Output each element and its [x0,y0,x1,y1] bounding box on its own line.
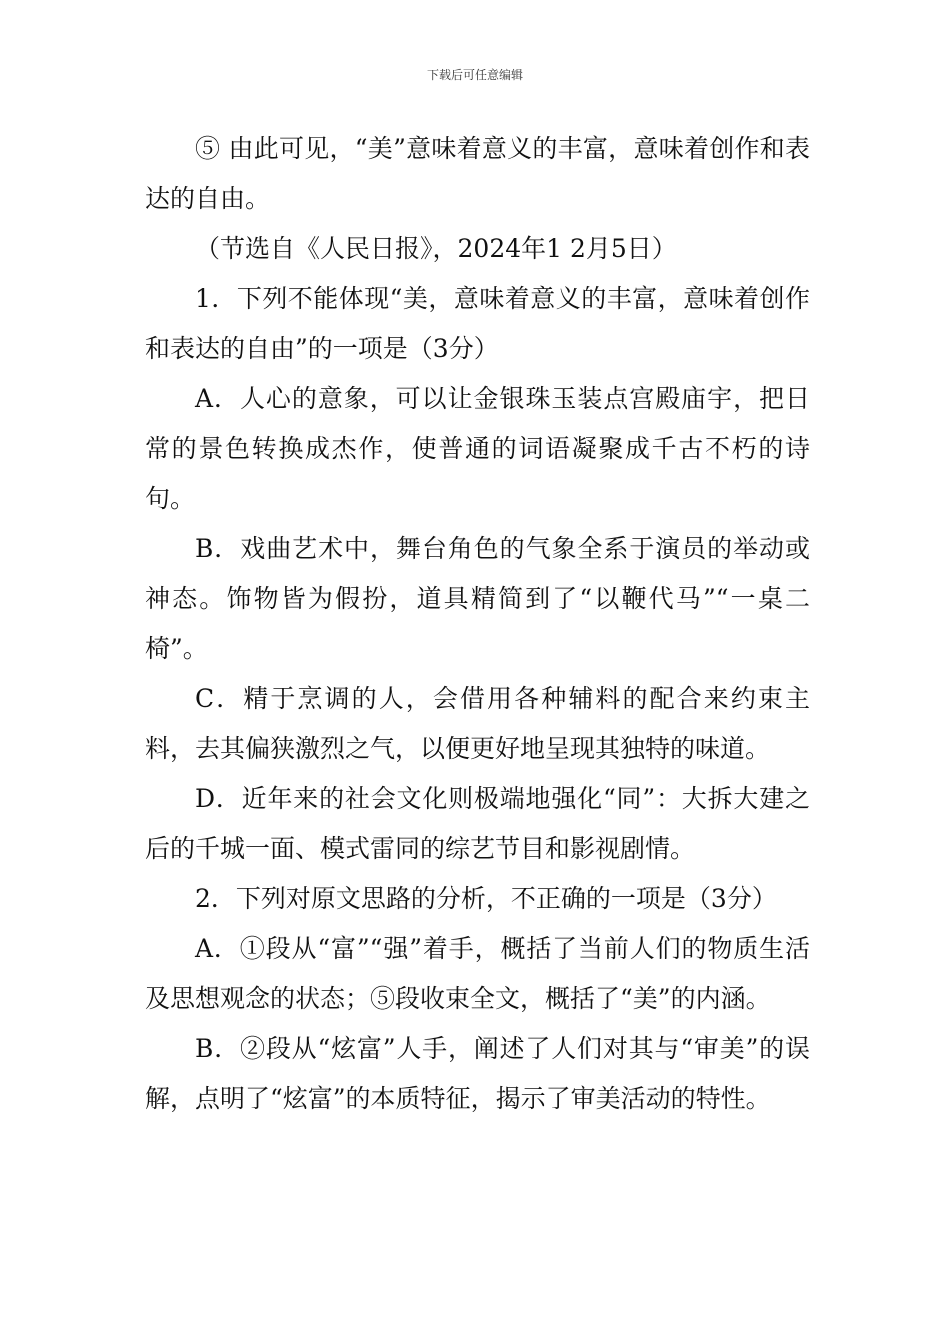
question-1-stem: 1．下列不能体现“美，意味着意义的丰富，意味着创作和表达的自由”的一项是（3分） [145,284,810,363]
question-2-stem: 2．下列对原文思路的分析，不正确的一项是（3分） [195,884,777,913]
source-citation: （节选自《人民日报》，2024年1 2月5日） [195,234,677,263]
question-2-option-a: A．①段从“富”“强”着手，概括了当前人们的物质生活及思想观念的状态；⑤段收束全文，概括了“美”的内涵。 [145,934,810,1013]
question-1-option-b: B．戏曲艺术中，舞台角色的气象全系于演员的举动或神态。饰物皆为假扮，道具精简到了“以鞭代马”“一桌二椅”。 [145,534,810,663]
question-1-option-a: A．人心的意象，可以让金银珠玉装点宫殿庙宇，把日常的景色转换成杰作，使普通的词语凝聚成千古不朽的诗句。 [145,384,810,513]
question-2-option-b: B．②段从“炫富”人手，阐述了人们对其与“审美”的误解，点明了“炫富”的本质特征，揭示了审美活动的特性。 [145,1034,810,1113]
document-body [145,124,810,1124]
question-1-option-d: D．近年来的社会文化则极端地强化“同”：大拆大建之后的千城一面、模式雷同的综艺节目和影视剧情。 [145,784,810,863]
paragraph-conclusion: ⑤ 由此可见，“美”意味着意义的丰富，意味着创作和表达的自由。 [145,134,810,213]
page-header-note: 下载后可任意编辑 [426,68,523,82]
question-1-option-c: C．精于烹调的人，会借用各种辅料的配合来约束主料，去其偏狭激烈之气，以便更好地呈现其独特的味道。 [145,684,810,763]
